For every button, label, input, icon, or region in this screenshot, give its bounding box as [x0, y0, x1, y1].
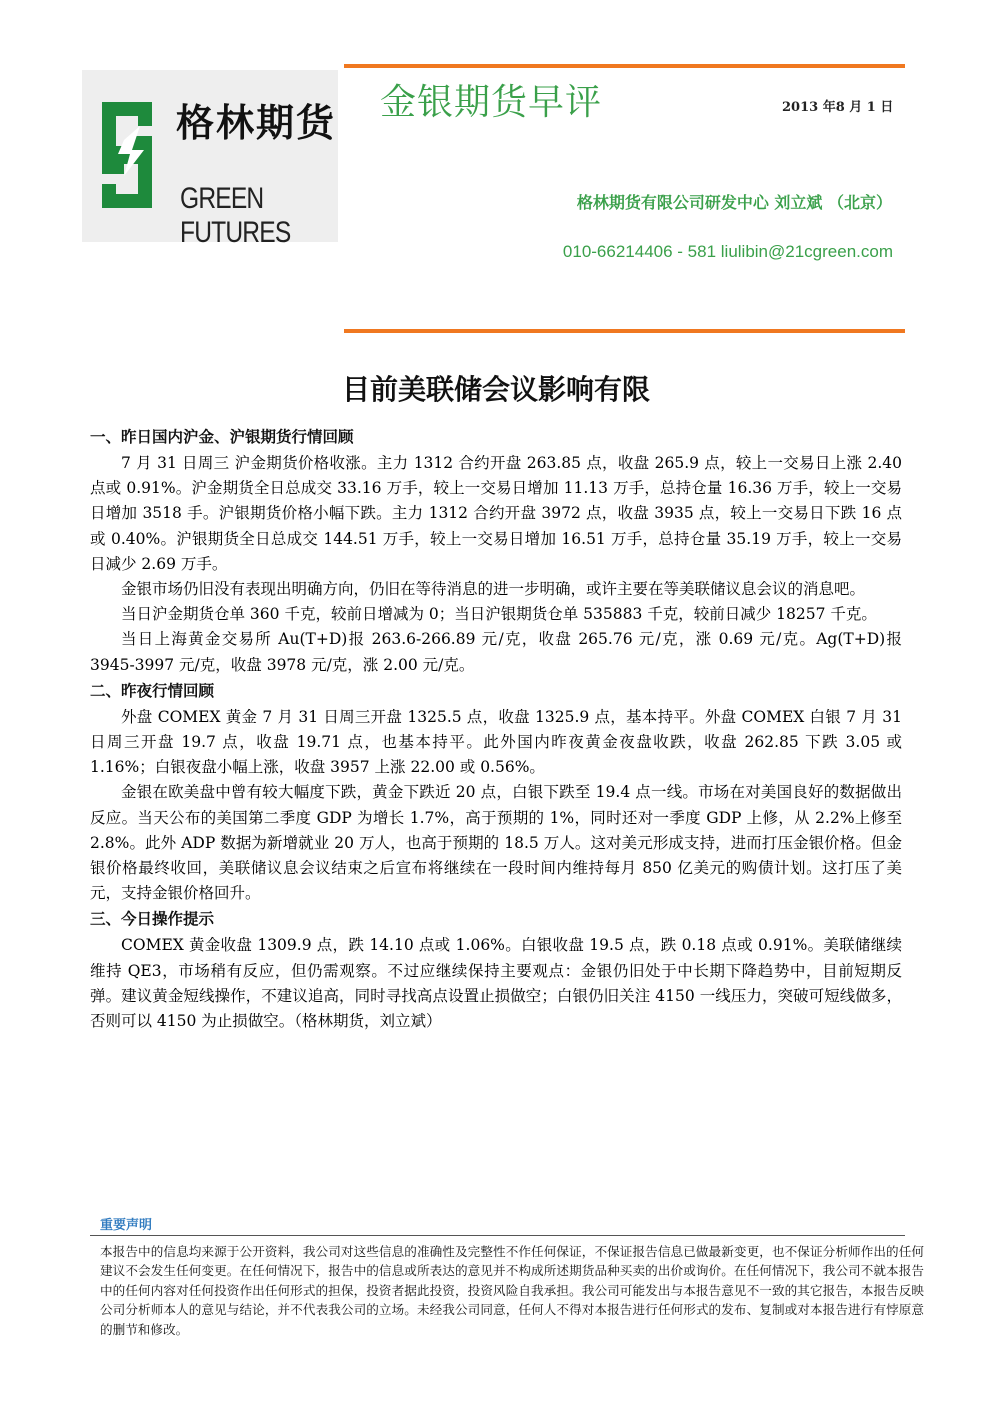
disclaimer-title: 重要声明	[100, 1218, 153, 1233]
paragraph: 金银在欧美盘中曾有较大幅度下跌，黄金下跌近 20 点，白银下跌至 19.4 点一线。市场在对美国良好的数据做出反应。当天公布的美国第二季度 GDP 为增长 1.7%，高于预期的 1%，同时还对一季度 GDP 上修，从 2.2%上修至 2.8%。此外 ADP 数据为新增就业 20 万人，也高于预期的 18.5 万人。这对美元形成支持，进而打压金银价格。但金银价格最终收回，美联储议息会议结束之后宣布将继续在一段时间内维持每月 850 亿美元的购债计划。这打压了美元，支持金银价格回升。	[90, 783, 902, 903]
section-title: 三、今日操作提示	[90, 910, 215, 929]
paragraph: 7 月 31 日周三 沪金期货价格收涨。主力 1312 合约开盘 263.85 点，收盘 265.9 点，较上一交易日上涨 2.40 点或 0.91%。沪金期货全日总成交 33.16 万手，较上一交易日增加 11.13 万手，总持仓量 16.36 万手，较上一交易日增加 3518 手。沪银期货价格小幅下跌。主力 1312 合约开盘 3972 点，收盘 3935 点，较上一交易日下跌 16 点或 0.40%。沪银期货全日总成交 144.51 万手，较上一交易日增加 16.51 万手，总持仓量 35.19 万手，较上一交易日减少 2.69 万手。	[90, 454, 902, 573]
section-title: 二、昨夜行情回顾	[90, 681, 215, 700]
company-logo	[82, 70, 338, 249]
report-title: 金银期货早评	[380, 82, 603, 123]
header-top-rule	[344, 64, 905, 68]
article-body	[90, 424, 902, 1034]
section-trading-tips	[90, 906, 902, 1034]
disclaimer-text: 本报告中的信息均来源于公开资料，我公司对这些信息的准确性及完整性不作任何保证，不保证报告信息已做最新变更，也不保证分析师作出的任何建议不会发生任何变更。在任何情况下，报告中的信息或所表达的意见并不构成所述期货品种买卖的出价或询价。在任何情况下，我公司不就本报告中的任何内容对任何投资作出任何形式的担保，投资者据此投资，投资风险自我承担。我公司可能发出与本报告意见不一致的其它报告，本报告反映公司分析师本人的意见与结论，并不代表我公司的立场。未经我公司同意，任何人不得对本报告进行任何形式的发布、复制或对本报告进行有悖原意的删节和修改。	[100, 1244, 924, 1337]
disclaimer-divider	[90, 1235, 905, 1236]
paragraph: 当日上海黄金交易所 Au(T+D)报 263.6-266.89 元/克，收盘 265.76 元/克，涨 0.69 元/克。Ag(T+D)报 3945-3997 元/克，收盘 3978 元/克，涨 2.00 元/克。	[90, 630, 902, 674]
section-domestic-review	[90, 424, 902, 678]
paragraph: 金银市场仍旧没有表现出明确方向，仍旧在等待消息的进一步明确，或许主要在等美联储议息会议的消息吧。	[121, 580, 866, 599]
article-headline: 目前美联储会议影响有限	[341, 373, 650, 406]
contact-line: 010-66214406 - 581 liulibin@21cgreen.com	[562, 242, 893, 261]
logo-english-name: GREEN FUTURES	[180, 182, 291, 249]
green-futures-emblem-icon	[94, 96, 160, 214]
paragraph: 外盘 COMEX 黄金 7 月 31 日周三开盘 1325.5 点，收盘 1325.9 点，基本持平。外盘 COMEX 白银 7 月 31 日周三开盘 19.7 点，收盘 19.71 点，也基本持平。此外国内昨夜黄金夜盘收跌，收盘 262.85 下跌 3.05 或 1.16%；白银夜盘小幅上涨，收盘 3957 上涨 22.00 或 0.56%。	[90, 707, 902, 777]
section-overnight-review	[90, 678, 902, 907]
header-bottom-rule	[344, 329, 905, 333]
paragraph: COMEX 黄金收盘 1309.9 点，跌 14.10 点或 1.06%。白银收盘 19.5 点，跌 0.18 点或 0.91%。美联储继续维持 QE3，市场稍有反应，但仍需观察。不过应继续保持主要观点：金银仍旧处于中长期下降趋势中，目前短期反弹。建议黄金短线操作，不建议追高，同时寻找高点设置止损做空；白银仍旧关注 4150 一线压力，突破可短线做多，否则可以 4150 为止损做空。（格林期货，刘立斌）	[90, 936, 902, 1031]
report-date: 2013 年8 月 1 日	[782, 100, 894, 115]
paragraph: 当日沪金期货仓单 360 千克，较前日增减为 0；当日沪银期货仓单 535883 千克，较前日减少 18257 千克。	[121, 605, 877, 624]
logo-chinese-name: 格林期货	[176, 101, 337, 145]
author-line: 格林期货有限公司研发中心 刘立斌 （北京）	[576, 193, 892, 212]
section-title: 一、昨日国内沪金、沪银期货行情回顾	[90, 428, 354, 446]
